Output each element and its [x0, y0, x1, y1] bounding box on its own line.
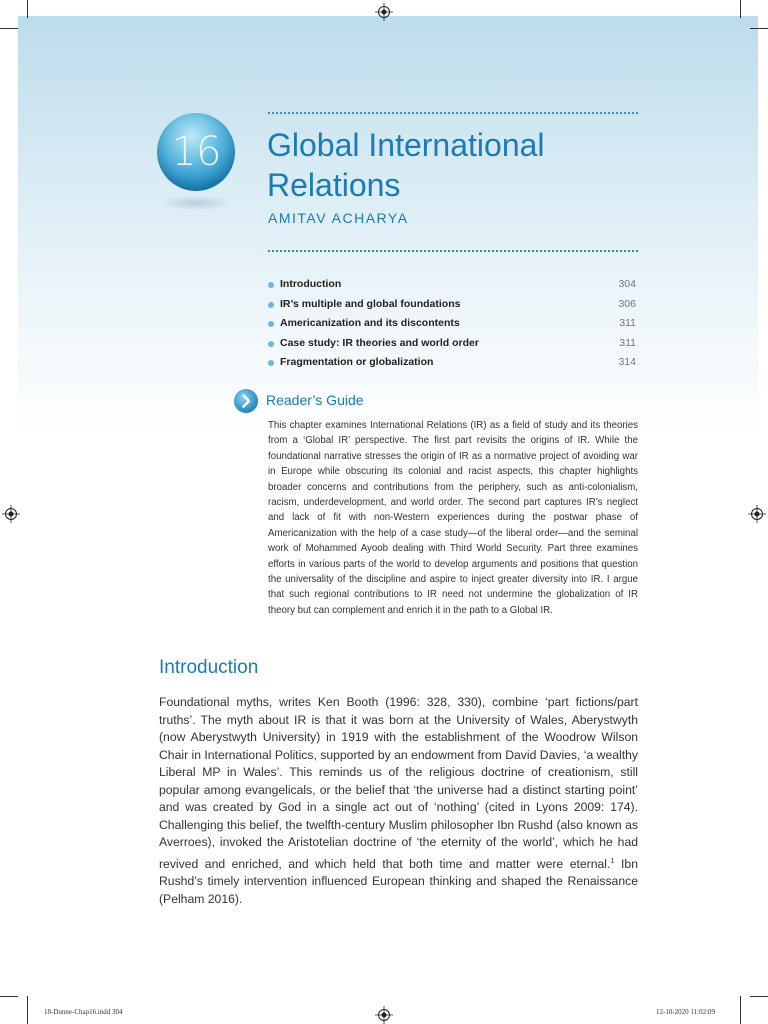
crop-mark — [740, 0, 741, 18]
bullet-icon — [268, 282, 274, 288]
chapter-number-badge — [157, 113, 235, 191]
toc-item-page: 311 — [619, 317, 636, 329]
registration-mark-icon — [2, 505, 20, 523]
readers-guide-heading: Reader’s Guide — [266, 392, 364, 408]
print-slug-file: 18-Dunne-Chap16.indd 304 — [44, 1008, 123, 1016]
crop-mark — [750, 996, 768, 997]
chapter-contents — [268, 278, 638, 376]
toc-item-page: 311 — [619, 336, 636, 349]
bullet-icon — [268, 302, 274, 308]
introduction-text-part1: Foundational myths, writes Ken Booth (1996: 328, 330), combine ‘part fictions/part truths’. The myth about IR is that it was born at the University of Wales, Aberystwyth (now Aberystwyth University) in 1919 with the establishment of the Woodrow Wilson Chair in International Politics, supported by an endowment from David Davies, ‘a wealthy Liberal MP in Wales’. This reminds us of the religious doctrine of creationism, still popular among evangelicals, or the belief that ‘the universe had a distinct starting point’ and was created by God in a single act out of ‘nothing’ (cited in Lyons 2009: 174). Challenging this belief, the twelfth-century Muslim philosopher Ibn Rushd (also known as Averroes), invoked the Aristotelian doctrine of ‘the eternity of the world’, which he had revived and enriched, and which held that both time and matter were eternal. — [159, 695, 638, 871]
toc-item-label: Introduction — [280, 278, 342, 290]
toc-item-page: 314 — [618, 356, 636, 368]
crop-mark — [27, 996, 28, 1024]
chapter-author: AMITAV ACHARYA — [268, 210, 409, 226]
toc-item[interactable] — [268, 298, 638, 318]
registration-mark-icon — [748, 505, 766, 523]
registration-mark-icon — [375, 1006, 393, 1024]
introduction-paragraph — [159, 694, 638, 908]
readers-guide-arrow-icon — [234, 389, 258, 413]
readers-guide-text: This chapter examines International Relations (IR) as a field of study and its theories from a ‘Global IR’ perspective. The first part revisits the origins of IR. While the foundational narrative stresses the origin of IR as a normative project of avoiding war in Europe while obscuring its colonial and racist aspects, this chapter highlights broader concerns and contributions from the periphery, such as anti-colonialism, racism, underdevelopment, and world order. The second part captures IR’s neglect and lack of fit with non-Western experiences during the postwar phase of Americanization with the help of a case study—of the liberal order—and the seminal work of Mohammed Ayoob dealing with Third World Security. Part three examines efforts in various parts of the world to develop arguments and positions that question the universality of the discipline and aspire to inject greater diversity into IR. I argue that such regional contributions to IR need not undermine the globalization of IR theory but can complement and enrich it in the path to a Global IR. — [268, 420, 638, 616]
crop-mark — [740, 996, 741, 1024]
introduction-text-part2: Ibn Rushd’s timely intervention influenced European thinking and shaped the Renaissance (Pelham 2016). — [159, 856, 638, 906]
toc-item[interactable] — [268, 356, 638, 376]
chapter-ball-shadow — [160, 195, 232, 211]
bullet-icon — [268, 341, 274, 347]
toc-item[interactable] — [268, 317, 638, 337]
toc-item-label: Case study: IR theories and world order — [280, 336, 479, 349]
print-slug-timestamp: 12-10-2020 11:02:09 — [656, 1008, 716, 1016]
title-rule-bottom — [268, 250, 638, 252]
toc-item-page: 306 — [618, 297, 636, 310]
bullet-icon — [268, 321, 274, 327]
toc-item[interactable] — [268, 278, 638, 298]
bullet-icon — [268, 360, 274, 366]
toc-item-label: Americanization and its discontents — [280, 317, 460, 329]
section-heading-introduction: Introduction — [159, 657, 259, 678]
crop-mark — [0, 996, 18, 997]
registration-mark-icon — [375, 3, 393, 21]
crop-mark — [0, 28, 18, 29]
title-rule-top — [268, 112, 638, 114]
toc-item-page: 304 — [618, 278, 636, 290]
crop-mark — [750, 28, 768, 29]
chapter-number: 16 — [171, 129, 221, 175]
crop-mark — [27, 0, 28, 18]
toc-item-label: IR’s multiple and global foundations — [280, 297, 461, 310]
footnote-marker[interactable]: 1 — [610, 855, 615, 865]
toc-item[interactable] — [268, 337, 638, 357]
toc-item-label: Fragmentation or globalization — [280, 356, 434, 368]
chapter-title: Global International Relations — [267, 127, 545, 203]
